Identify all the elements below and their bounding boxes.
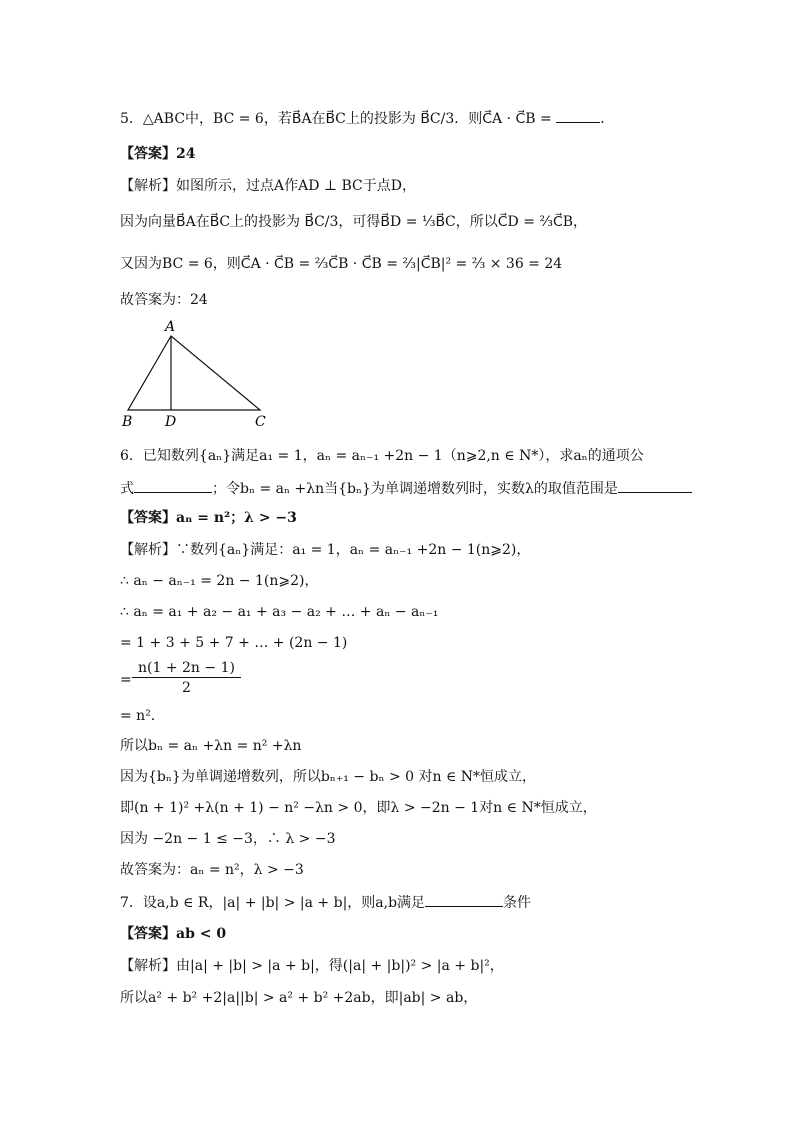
answer-blank[interactable]	[556, 108, 600, 123]
fraction-denominator: 2	[182, 680, 191, 696]
explanation-7-line-2: 所以a² + b² +2|a||b| > a² + b² +2ab，即|ab| > ab，	[120, 990, 478, 1006]
explanation-6-line-2: ∴ aₙ − aₙ₋₁ = 2n − 1(n⩾2)，	[120, 573, 319, 589]
problem-6-stem-line-1: 6．已知数列{aₙ}满足a₁ = 1，aₙ = aₙ₋₁ +2n − 1（n⩾2,n ∈ N*），求aₙ的通项公	[120, 448, 644, 464]
explanation-5-line-2: 因为向量B⃗A在B⃗C上的投影为 B⃗C/3，可得B⃗D = ⅓B⃗C，所以C⃗D = ⅔C⃗B，	[120, 214, 588, 230]
explanation-6-conclusion: 故答案为：aₙ = n²，λ > −3	[120, 862, 304, 878]
explanation-6-line-4: = 1 + 3 + 5 + 7 + … + (2n − 1)	[120, 635, 348, 651]
explanation-7-line-1: 【解析】由|a| + |b| > |a + b|，得(|a| + |b|)² > |a + b|²，	[120, 958, 504, 974]
vertex-label-a: A	[165, 319, 176, 335]
answer-5: 【答案】24	[120, 146, 196, 162]
problem-7-stem	[120, 892, 531, 913]
explanation-5-line-3: 又因为BC = 6，则C⃗A · C⃗B = ⅔C⃗B · C⃗B = ⅔|C⃗B|² = ⅔ × 36 = 24	[120, 256, 563, 272]
problem-6-text-b: ；令bₙ = aₙ +λn当{bₙ}为单调递增数列时，实数λ的取值范围是	[212, 481, 618, 497]
explanation-6-line-8: 因为{bₙ}为单调递增数列，所以bₙ₊₁ − bₙ > 0 对n ∈ N*恒成立，	[120, 769, 537, 785]
explanation-6-line-10: 因为 −2n − 1 ≤ −3，∴ λ > −3	[120, 831, 336, 847]
problem-6-stem-line-2	[120, 478, 692, 499]
problem-7-text-b: 条件	[503, 895, 532, 911]
triangle-figure	[116, 316, 276, 432]
answer-blank-range[interactable]	[618, 478, 692, 493]
explanation-6-line-9: 即(n + 1)² +λ(n + 1) − n² −λn > 0，即λ > −2n − 1对n ∈ N*恒成立，	[120, 800, 597, 816]
answer-blank-formula[interactable]	[134, 478, 212, 493]
explanation-6-line-7: 所以bₙ = aₙ +λn = n² +λn	[120, 738, 302, 754]
explanation-6-line-6: = n².	[120, 708, 156, 724]
answer-blank-condition[interactable]	[425, 892, 503, 907]
explanation-5-line-1: 【解析】如图所示，过点A作AD ⊥ BC于点D，	[120, 178, 416, 194]
explanation-6-line-3: ∴ aₙ = a₁ + a₂ − a₁ + a₃ − a₂ + … + aₙ − aₙ₋₁	[120, 604, 439, 620]
point-label-d: D	[165, 414, 177, 430]
answer-7: 【答案】ab < 0	[120, 926, 227, 942]
vertex-label-c: C	[255, 414, 266, 430]
answer-6: 【答案】aₙ = n²；λ > −3	[120, 510, 297, 526]
problem-7-text-a: 7．设a,b ∈ R，|a| + |b| > |a + b|，则a,b满足	[120, 895, 426, 911]
problem-6-text-a: 式	[120, 481, 134, 497]
fraction-equals: =	[120, 672, 132, 688]
problem-5-period: ．	[600, 111, 615, 127]
triangle-abc	[128, 336, 260, 410]
fraction	[132, 659, 241, 698]
vertex-label-b: B	[122, 414, 133, 430]
fraction-numerator: n(1 + 2n − 1)	[132, 659, 241, 678]
explanation-5-conclusion: 故答案为：24	[120, 292, 208, 308]
explanation-6-line-1: 【解析】∵数列{aₙ}满足：a₁ = 1，aₙ = aₙ₋₁ +2n − 1(n⩾2)，	[120, 542, 531, 558]
problem-5-stem	[120, 108, 614, 129]
problem-5-text: 5．△ABC中，BC = 6，若B⃗A在B⃗C上的投影为 B⃗C/3．则C⃗A · C⃗B =	[120, 111, 557, 127]
